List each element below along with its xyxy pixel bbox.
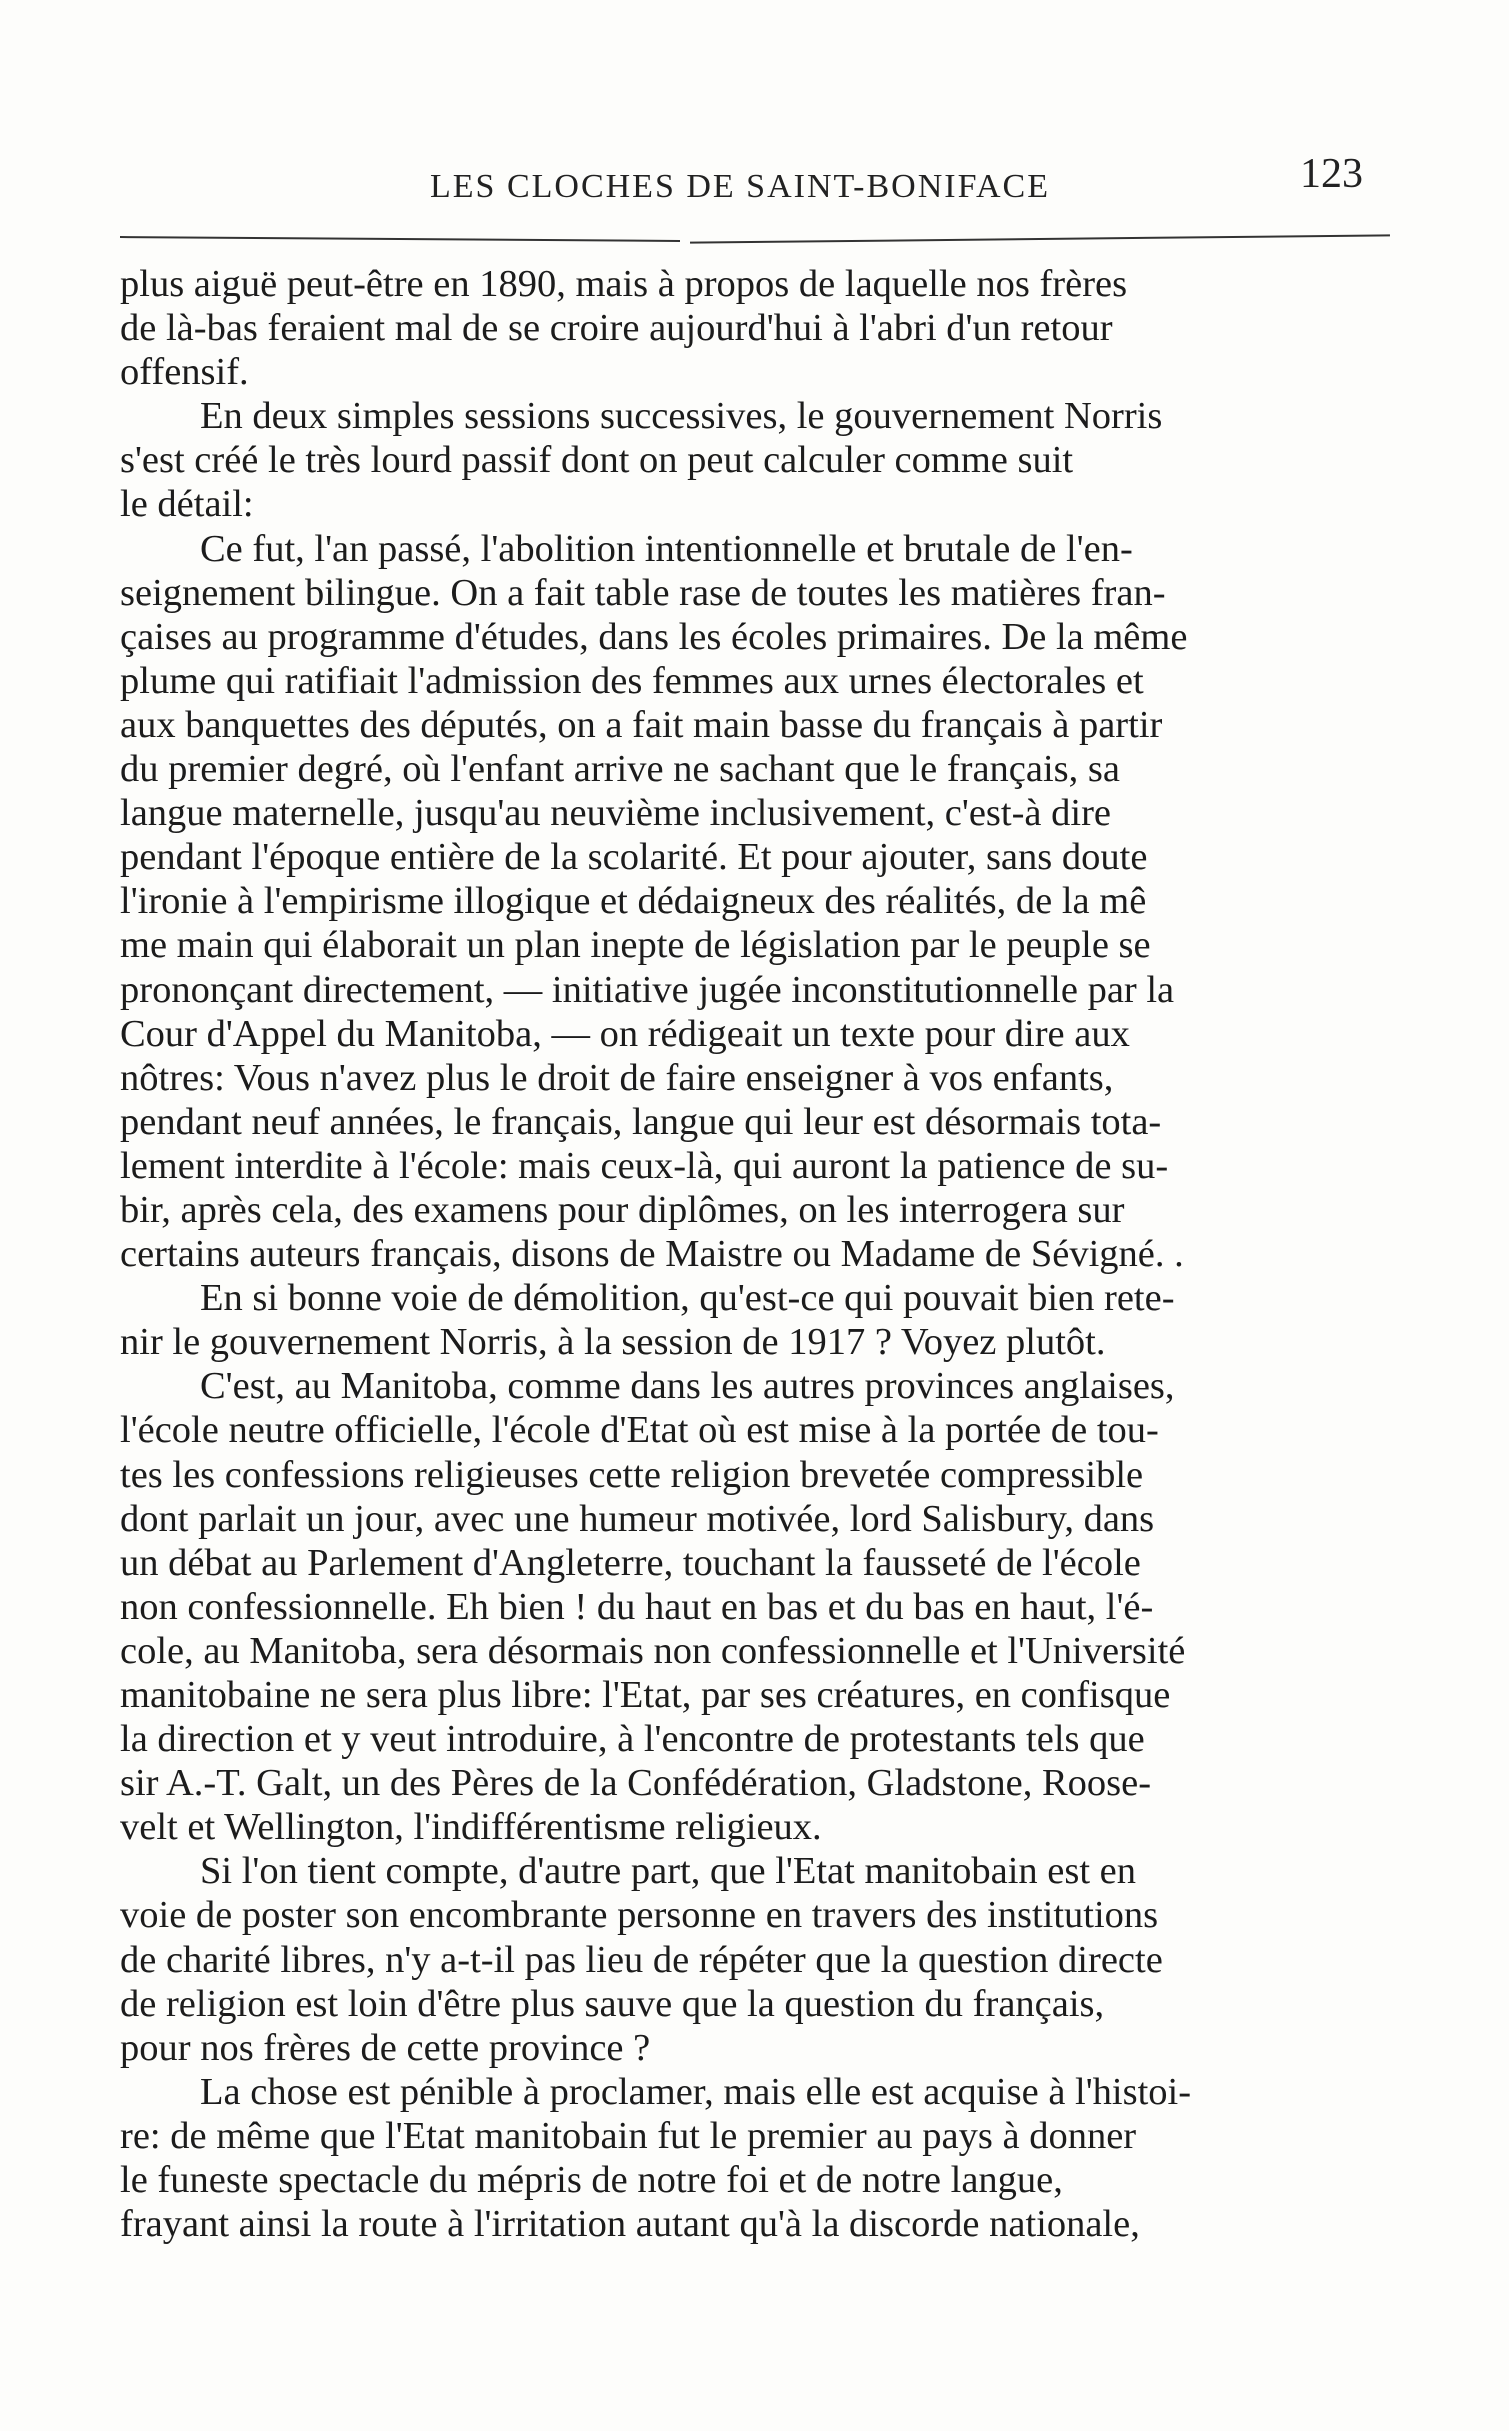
paragraph-start-line: La chose est pénible à proclamer, mais elle est acquise à l'histoi- [200, 2070, 1192, 2113]
text-line: bir, après cela, des examens pour diplômes, on les interrogera sur [120, 1188, 1125, 1231]
text-line: frayant ainsi la route à l'irritation autant qu'à la discorde nationale, [120, 2203, 1140, 2246]
text-line: velt et Wellington, l'indifférentisme religieux. [120, 1806, 822, 1849]
text-line: manitobaine ne sera plus libre: l'Etat, par ses créatures, en confisque [120, 1674, 1171, 1716]
text-line: pour nos frères de cette province ? [120, 2026, 651, 2069]
text-line: çaises au programme d'études, dans les écoles primaires. De la même [120, 615, 1188, 658]
paragraph-start-line: En si bonne voie de démolition, qu'est-ce qui pouvait bien rete- [200, 1277, 1175, 1320]
text-line: prononçant directement, — initiative jugée inconstitutionnelle par la [120, 968, 1175, 1011]
body-text [120, 262, 1390, 2246]
text-line: me main qui élaborait un plan inepte de législation par le peuple se [120, 924, 1151, 967]
text-line: lement interdite à l'école: mais ceux-là, qui auront la patience de su- [120, 1144, 1169, 1187]
paragraph-start-line: C'est, au Manitoba, comme dans les autres provinces anglaises, [200, 1365, 1175, 1408]
text-line: cole, au Manitoba, sera désormais non confessionnelle et l'Université [120, 1629, 1186, 1672]
text-line: offensif. [120, 351, 249, 394]
text-line: plume qui ratifiait l'admission des femmes aux urnes électorales et [120, 659, 1144, 702]
text-line: non confessionnelle. Eh bien ! du haut en bas et du bas en haut, l'é- [120, 1585, 1154, 1628]
text-line: nir le gouvernement Norris, à la session de 1917 ? Voyez plutôt. [120, 1321, 1106, 1364]
text-line: de religion est loin d'être plus sauve que la question du français, [120, 1982, 1105, 2025]
text-line: certains auteurs français, disons de Maistre ou Madame de Sévigné. . [120, 1233, 1184, 1276]
paragraph-start-line: En deux simples sessions successives, le gouvernement Norris [200, 395, 1163, 438]
text-line: le détail: [120, 483, 254, 526]
text-line: tes les confessions religieuses cette religion brevetée compressible [120, 1453, 1144, 1496]
text-line: l'école neutre officielle, l'école d'Etat où est mise à la portée de tou- [120, 1409, 1159, 1452]
text-line: de là-bas feraient mal de se croire aujourd'hui à l'abri d'un retour [120, 307, 1113, 350]
text-line: pendant neuf années, le français, langue qui leur est désormais tota- [120, 1100, 1162, 1143]
header-rule-left [120, 236, 680, 242]
text-line: plus aiguë peut-être en 1890, mais à propos de laquelle nos frères [120, 263, 1128, 305]
text-line: un débat au Parlement d'Angleterre, touchant la fausseté de l'école [120, 1541, 1141, 1584]
paragraph-start-line: Si l'on tient compte, d'autre part, que l'Etat manitobain est en [200, 1850, 1137, 1893]
text-line: Cour d'Appel du Manitoba, — on rédigeait un texte pour dire aux [120, 1012, 1130, 1055]
text-line: aux banquettes des députés, on a fait main basse du français à partir [120, 703, 1163, 746]
text-line: sir A.-T. Galt, un des Pères de la Confédération, Gladstone, Roose- [120, 1762, 1152, 1805]
text-line: re: de même que l'Etat manitobain fut le premier au pays à donner [120, 2114, 1137, 2157]
text-line: nôtres: Vous n'avez plus le droit de faire enseigner à vos enfants, [120, 1056, 1114, 1099]
text-line: voie de poster son encombrante personne en travers des institutions [120, 1894, 1159, 1937]
text-line: dont parlait un jour, avec une humeur motivée, lord Salisbury, dans [120, 1497, 1155, 1540]
text-line: le funeste spectacle du mépris de notre foi et de notre langue, [120, 2159, 1063, 2202]
running-title: LES CLOCHES DE SAINT-BONIFACE [430, 168, 1050, 205]
text-line: de charité libres, n'y a-t-il pas lieu de répéter que la question directe [120, 1938, 1163, 1981]
page-number: 123 [1300, 151, 1363, 197]
header-rule-right [690, 234, 1390, 243]
text-line: l'ironie à l'empirisme illogique et dédaigneux des réalités, de la mê [120, 880, 1147, 923]
text-line: s'est créé le très lourd passif dont on peut calculer comme suit [120, 439, 1074, 482]
text-line: la direction et y veut introduire, à l'encontre de protestants tels que [120, 1718, 1145, 1761]
text-line: langue maternelle, jusqu'au neuvième inclusivement, c'est-à dire [120, 792, 1111, 835]
text-line: du premier degré, où l'enfant arrive ne sachant que le français, sa [120, 748, 1120, 791]
paragraph-start-line: Ce fut, l'an passé, l'abolition intentionnelle et brutale de l'en- [200, 527, 1133, 570]
text-line: seignement bilingue. On a fait table rase de toutes les matières fran- [120, 571, 1166, 614]
text-line: pendant l'époque entière de la scolarité. Et pour ajouter, sans doute [120, 836, 1148, 879]
